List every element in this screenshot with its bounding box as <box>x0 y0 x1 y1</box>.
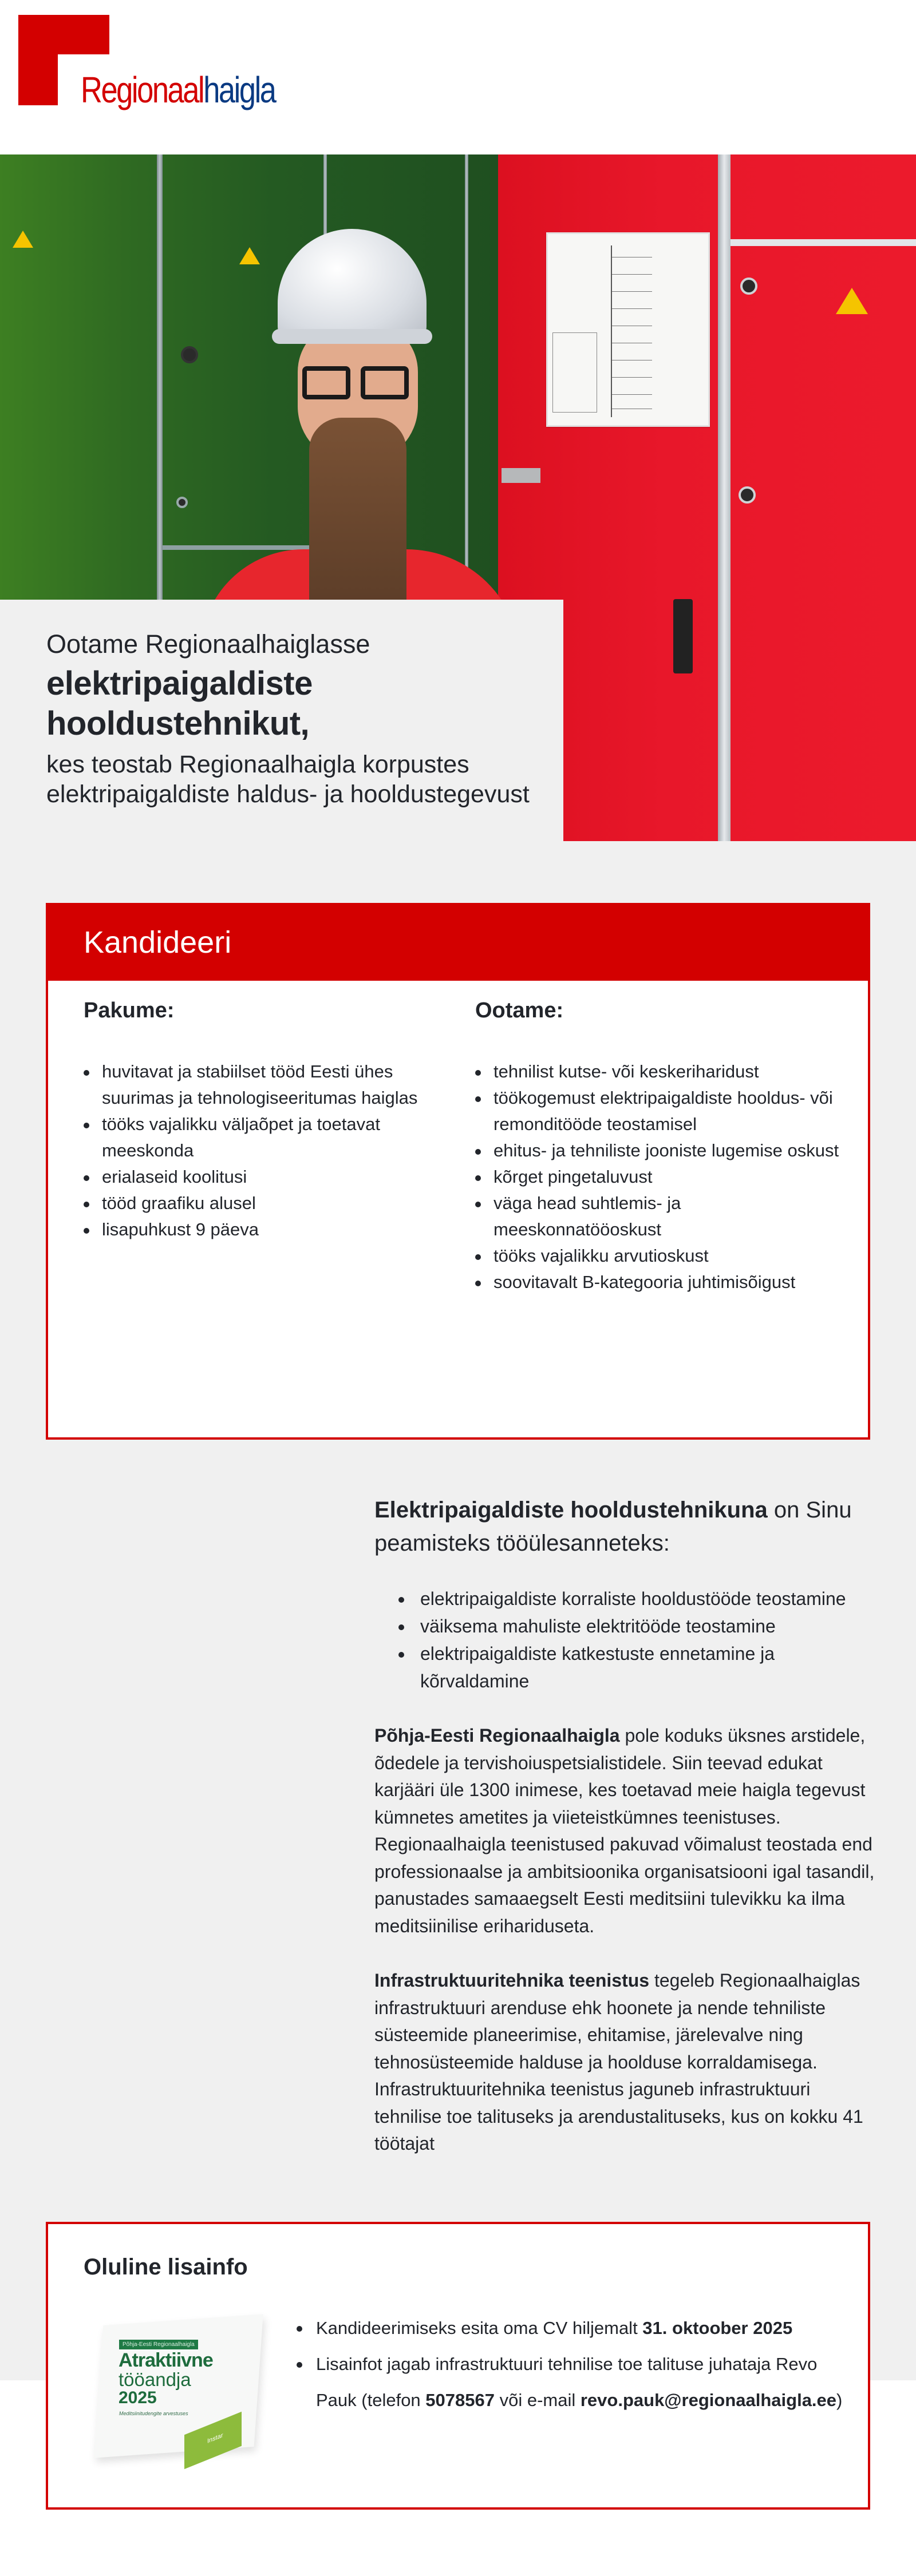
list-item: elektripaigaldiste katkestuste ennetamine ja kõrvaldamine <box>388 1640 878 1695</box>
duties-list <box>374 1585 878 1695</box>
intro-lead: Ootame Regionaalhaiglasse <box>46 629 370 659</box>
regionaalhaigla-logo[interactable] <box>18 15 316 112</box>
cabinet-seam <box>731 239 916 246</box>
info-list <box>294 2310 844 2418</box>
logo-word-regionaal: Regionaal <box>81 69 204 110</box>
list-item: ehitus- ja tehniliste jooniste lugemise oskust <box>475 1138 842 1164</box>
cabinet-lock-icon <box>739 486 756 504</box>
attractive-employer-badge: Instar Põhja-Eesti Regionaalhaigla Atraktiivne tööandja 2025 Meditsiinitudengite arvestuses <box>87 2315 270 2462</box>
list-item: elektripaigaldiste korraliste hooldustööde teostamine <box>388 1585 878 1612</box>
apply-card <box>46 903 870 1440</box>
cabinet-lock-icon <box>176 497 188 508</box>
list-item: lisapuhkust 9 päeva <box>84 1216 450 1243</box>
list-item: tehnilist kutse- või keskeriharidust <box>475 1059 842 1085</box>
cabinet-handle <box>673 599 693 673</box>
offer-column <box>84 997 450 1243</box>
expect-heading: Ootame: <box>475 998 564 1023</box>
expect-column <box>475 997 842 1295</box>
expect-list <box>475 1059 842 1295</box>
list-item: kõrget pingetaluvust <box>475 1164 842 1190</box>
deadline-date: 31. oktoober 2025 <box>642 2318 793 2338</box>
page-header <box>0 0 916 154</box>
logo-mark-top <box>18 15 109 54</box>
apply-button-label: Kandideeri <box>84 925 232 960</box>
cabinet-pillar <box>718 154 731 841</box>
list-item: huvitavat ja stabiilset tööd Eesti ühes suurimas ja tehnologiseeritumas haiglas <box>84 1059 450 1111</box>
contact-email-link[interactable]: revo.pauk@regionaalhaigla.ee <box>580 2390 837 2410</box>
list-item: erialaseid koolitusi <box>84 1164 450 1190</box>
cabinet-lock-icon <box>740 278 757 295</box>
high-voltage-warning-icon <box>836 288 868 314</box>
offer-heading: Pakume: <box>84 998 175 1023</box>
contact-item: Lisainfot jagab infrastruktuuri tehnilise toe talituse juhataja Revo Pauk (telefon 5078567 või e-mail revo.pauk@regionaalhaigla.ee) <box>294 2346 844 2418</box>
list-item: tööks vajalikku arvutioskust <box>475 1243 842 1269</box>
instar-corner: Instar <box>184 2412 242 2469</box>
logo-mark-stem <box>18 54 58 105</box>
list-item: soovitavalt B-kategooria juhtimisõigust <box>475 1269 842 1295</box>
logo-word-haigla: haigla <box>203 69 275 110</box>
job-intro <box>0 600 563 841</box>
intro-subtitle: kes teostab Regionaalhaigla korpustes elektripaigaldiste haldus- ja hooldustegevust <box>46 751 530 808</box>
contact-phone[interactable]: 5078567 <box>425 2390 495 2410</box>
about-hospital-paragraph: Põhja-Eesti Regionaalhaigla pole koduks üksnes arstidele, õdedele ja tervishoiuspetsialistidele. Siin teevad edukat karjääri üle 1300 inimese, kes toetavad meie haigla tegevust kümnetes ametites ja viieteistkümnes teenistuses. Regionaalhaigla teenistused pakuvad võimalust teostada end professionaalse ja ambitsioonika organisatsiooni igal tasandil, panustades samaaegselt Eesti meditsiini tulevikku ka ilma meditsiinilise erihariduseta. <box>374 1725 875 1936</box>
apply-button[interactable] <box>46 903 870 981</box>
info-heading: Oluline lisainfo <box>84 2254 248 2280</box>
list-item: tööd graafiku alusel <box>84 1190 450 1216</box>
job-description <box>374 1493 878 2158</box>
deadline-item: Kandideerimiseks esita oma CV hiljemalt 31. oktoober 2025 <box>294 2310 844 2346</box>
high-voltage-warning-icon <box>13 231 33 248</box>
logo-wordmark <box>81 70 275 110</box>
list-item: väga head suhtlemis- ja meeskonnatööoskust <box>475 1190 842 1243</box>
important-info-card <box>46 2222 870 2510</box>
list-item: väiksema mahuliste elektritööde teostamine <box>388 1612 878 1640</box>
duties-heading: Elektripaigaldiste hooldustehnikuna on Sinu peamisteks tööülesanneteks: <box>374 1497 852 1556</box>
list-item: tööks vajalikku väljaõpet ja toetavat meeskonda <box>84 1111 450 1164</box>
job-title: elektripaigaldiste hooldustehnikut, <box>46 665 313 742</box>
offer-list <box>84 1059 450 1243</box>
hard-hat <box>278 229 427 343</box>
wiring-diagram <box>546 232 710 427</box>
cabinet-lock-icon <box>181 346 198 363</box>
list-item: töökogemust elektripaigaldiste hooldus- või remonditööde teostamisel <box>475 1085 842 1138</box>
about-department-paragraph: Infrastruktuuritehnika teenistus tegeleb Regionaalhaiglas infrastruktuuri arenduse ehk hoonete ja nende tehniliste süsteemide planeerimise, ehitamise, järelevalve ning tehnosüsteemide halduse ja hoolduse korraldamisega. Infrastruktuuritehnika teenistus jaguneb infrastruktuuri tehnilise toe talituseks ja arendustalituseks, kus on kokku 41 töötajat <box>374 1970 863 2154</box>
